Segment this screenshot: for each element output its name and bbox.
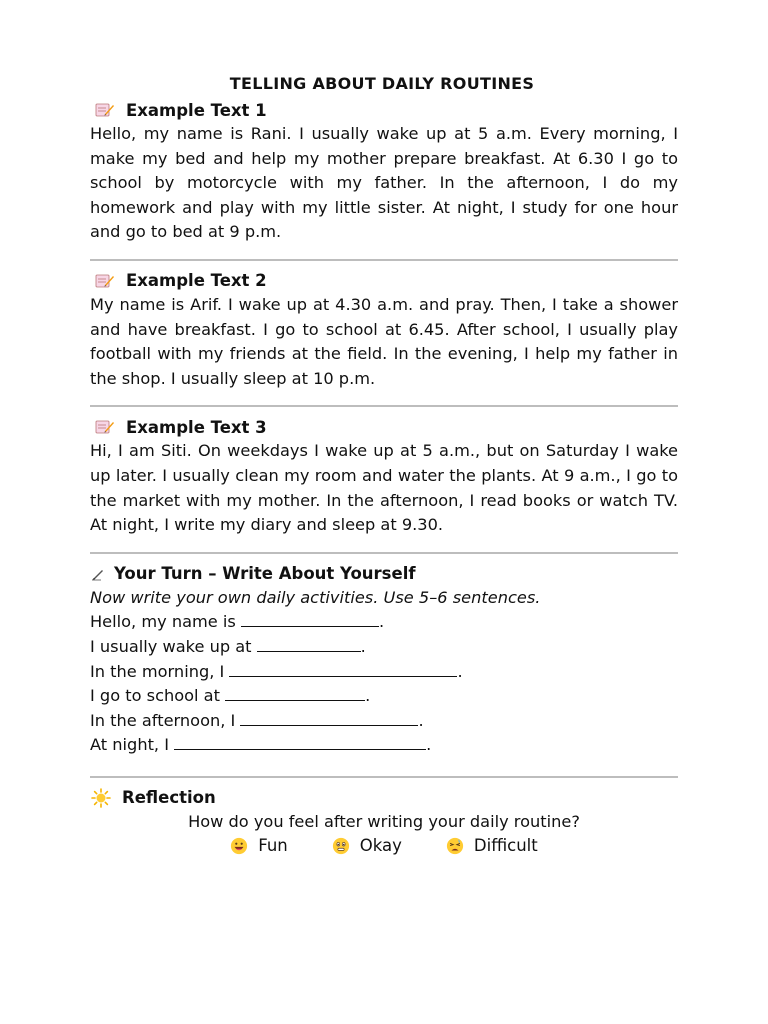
prompt-label: Hello, my name is	[90, 612, 241, 632]
memo-icon	[94, 418, 116, 436]
prompt-afternoon: In the afternoon, I .	[90, 710, 424, 730]
reflection-question: How do you feel after writing your daily routine?	[188, 811, 580, 831]
tired-face-icon	[446, 837, 464, 855]
name-blank[interactable]	[241, 611, 379, 627]
prompt-wake: I usually wake up at .	[90, 636, 366, 656]
divider	[90, 259, 678, 261]
option-label: Okay	[359, 836, 402, 856]
prompt-label: In the morning, I	[90, 661, 230, 681]
sun-icon	[90, 789, 112, 807]
prompt-night: At night, I .	[90, 735, 432, 755]
prompt-label: In the afternoon, I	[90, 710, 241, 730]
divider	[90, 552, 678, 554]
reflection-heading: Reflection	[122, 788, 216, 808]
morning-activity-blank[interactable]	[229, 661, 457, 677]
option-difficult[interactable]	[446, 833, 538, 859]
example-2-text: My name is Arif. I wake up at 4.30 a.m. and pray. Then, I take a shower and have breakfast. I go to school at 6.45. After school, I usually play football with my friends at the field. In the evening, I help my father in the shop. I usually sleep at 10 p.m.	[90, 294, 678, 388]
afternoon-activity-blank[interactable]	[240, 710, 418, 726]
example-3-heading: Example Text 3	[126, 417, 267, 437]
neutral-face-icon	[332, 837, 350, 855]
worksheet	[90, 72, 678, 859]
example-3-text: Hi, I am Siti. On weekdays I wake up at 5 a.m., but on Saturday I wake up later. I usually clean my room and water the plants. At 9 a.m., I go to the market with my mother. In the afternoon, I read books or watch TV. At night, I write my diary and sleep at 9.30.	[90, 441, 678, 535]
writing-hand-icon	[90, 565, 106, 583]
your-turn-heading-row	[90, 562, 678, 586]
example-3-heading-row	[90, 415, 678, 439]
reflection-options	[90, 833, 678, 859]
prompt-label: I usually wake up at	[90, 636, 257, 656]
grinning-face-icon	[230, 837, 248, 855]
example-2-heading-row	[90, 269, 678, 293]
memo-icon	[94, 272, 116, 290]
your-turn-instruction: Now write your own daily activities. Use 5–6 sentences.	[90, 587, 541, 607]
example-1-heading: Example Text 1	[126, 100, 267, 120]
option-label: Fun	[258, 836, 288, 856]
option-label: Difficult	[473, 836, 538, 856]
divider	[90, 776, 678, 778]
divider	[90, 405, 678, 407]
prompt-label: At night, I	[90, 735, 175, 755]
option-okay[interactable]	[332, 833, 402, 859]
school-time-blank[interactable]	[225, 685, 365, 701]
prompt-label: I go to school at	[90, 686, 226, 706]
option-fun[interactable]	[230, 833, 288, 859]
memo-icon	[94, 101, 116, 119]
example-2-heading: Example Text 2	[126, 271, 267, 291]
wake-time-blank[interactable]	[257, 636, 361, 652]
example-1-heading-row	[90, 98, 678, 122]
reflection-heading-row	[90, 786, 678, 810]
your-turn-heading: Your Turn – Write About Yourself	[114, 564, 416, 584]
example-1-text: Hello, my name is Rani. I usually wake up at 5 a.m. Every morning, I make my bed and help my mother prepare breakfast. At 6.30 I go to school by motorcycle with my father. In the afternoon, I do my homework and play with my little sister. At night, I study for one hour and go to bed at 9 p.m.	[90, 124, 678, 242]
page-title: TELLING ABOUT DAILY ROUTINES	[229, 74, 535, 93]
prompt-morning: In the morning, I .	[90, 661, 463, 681]
prompt-school: I go to school at .	[90, 686, 371, 706]
night-activity-blank[interactable]	[174, 734, 426, 750]
prompt-name: Hello, my name is .	[90, 612, 385, 632]
